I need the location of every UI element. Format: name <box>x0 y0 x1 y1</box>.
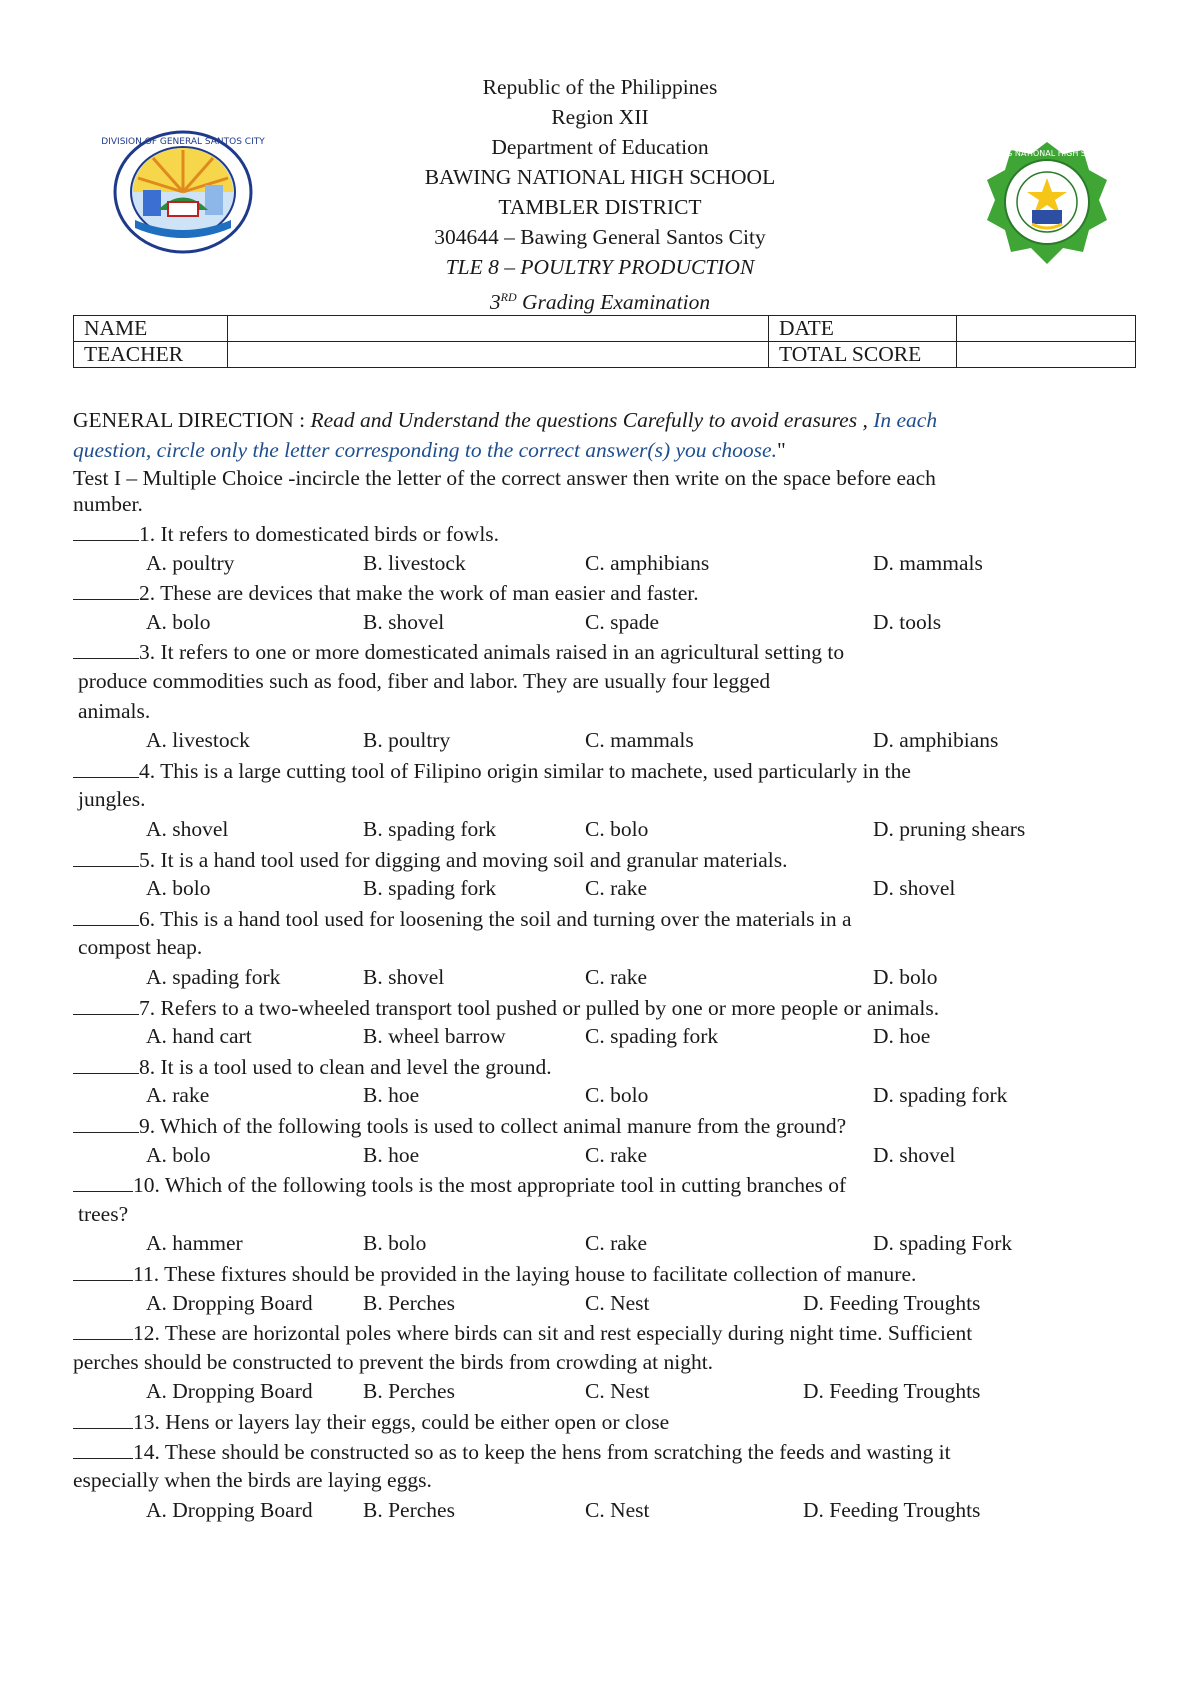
total-score-field[interactable] <box>957 342 1136 368</box>
name-label: NAME <box>74 316 228 342</box>
answer-option[interactable]: D. shovel <box>873 1142 956 1167</box>
exam-grading-number: 3 <box>489 290 501 315</box>
answer-option[interactable]: B. hoe <box>363 1142 420 1167</box>
question-number: 13. <box>133 1410 166 1434</box>
answer-blank[interactable] <box>73 755 139 778</box>
question-number: 2. <box>139 581 161 606</box>
answer-option[interactable]: C. rake <box>585 876 648 901</box>
district-name: TAMBLER DISTRICT <box>498 195 702 219</box>
answer-option[interactable]: C. spading fork <box>585 1024 719 1049</box>
question-text <box>73 1169 846 1200</box>
question-stem: Refers to a two-wheeled transport tool pushed or pulled by one or more people or animals. <box>160 995 940 1020</box>
answer-option[interactable]: A. Dropping Board <box>146 1290 313 1315</box>
svg-text:DIVISION OF GENERAL SANTOS CIT: DIVISION OF GENERAL SANTOS CITY <box>101 137 265 147</box>
answer-blank[interactable] <box>73 1051 139 1074</box>
answer-option[interactable]: C. Nest <box>585 1290 650 1315</box>
answer-option[interactable]: A. Dropping Board <box>146 1379 313 1404</box>
answer-blank[interactable] <box>73 1110 139 1133</box>
teacher-label: TEACHER <box>74 342 228 368</box>
answer-option[interactable]: A. spading fork <box>146 965 281 989</box>
answer-option[interactable]: C. rake <box>585 1231 648 1256</box>
direction-italic-text: Read and Understand the questions Carefully to avoid erasures , <box>310 408 874 432</box>
question-text <box>73 755 911 786</box>
general-direction-line-1 <box>73 405 937 435</box>
question-stem: These are horizontal poles where birds can sit and rest especially during night time. Sufficient <box>164 1321 973 1346</box>
answer-option[interactable]: A. Dropping Board <box>146 1497 313 1522</box>
teacher-field[interactable] <box>228 342 769 368</box>
exam-grading-suffix: RD <box>500 290 517 304</box>
question-text <box>73 577 699 608</box>
question-number: 1. <box>139 522 161 546</box>
answer-option[interactable]: B. wheel barrow <box>363 1024 506 1049</box>
question-number: 9. <box>139 1114 161 1138</box>
question-text <box>73 992 939 1023</box>
answer-blank[interactable] <box>73 903 139 926</box>
direction-blue-text-2: question, circle only the letter corresponding to the correct answer(s) you choose. <box>73 438 777 462</box>
answer-option[interactable]: B. bolo <box>363 1231 427 1256</box>
answer-option[interactable]: B. hoe <box>363 1083 420 1108</box>
test-instruction: Test I – Multiple Choice -incircle the letter of the correct answer then write on the space before each <box>73 466 936 490</box>
answer-option[interactable]: A. poultry <box>146 550 235 575</box>
question-stem: These fixtures should be provided in the laying house to facilitate collection of manure. <box>164 1262 917 1286</box>
test-instruction-cont: number. <box>73 492 143 516</box>
question-stem: These are devices that make the work of man easier and faster. <box>160 581 699 606</box>
answer-option[interactable]: B. Perches <box>363 1290 455 1315</box>
answer-option[interactable]: D. hoe <box>873 1024 931 1049</box>
question-text <box>73 518 499 549</box>
question-stem: It is a hand tool used for digging and moving soil and granular materials. <box>160 847 788 872</box>
answer-option[interactable]: B. shovel <box>363 965 445 989</box>
question-stem: Hens or layers lay their eggs, could be either open or close <box>165 1410 670 1434</box>
question-text-cont: jungles. <box>78 787 146 812</box>
school-name: BAWING NATIONAL HIGH SCHOOL <box>424 165 776 189</box>
answer-blank[interactable] <box>73 518 139 541</box>
question-text <box>73 844 787 875</box>
question-number: 14. <box>133 1439 165 1464</box>
answer-blank[interactable] <box>73 636 139 659</box>
question-number: 7. <box>139 995 161 1020</box>
question-text-cont: especially when the birds are laying eggs. <box>73 1468 432 1493</box>
question-number: 3. <box>139 640 161 665</box>
question-text <box>73 1406 669 1437</box>
answer-option[interactable]: A. bolo <box>146 876 211 901</box>
question-text <box>73 1436 951 1467</box>
answer-blank[interactable] <box>73 1436 133 1459</box>
question-stem: It refers to one or more domesticated animals raised in an agricultural setting to <box>160 640 845 665</box>
question-number: 11. <box>133 1262 165 1286</box>
school-address: 304644 – Bawing General Santos City <box>434 225 766 249</box>
direction-blue-text: In each <box>873 408 938 432</box>
answer-option[interactable]: A. hand cart <box>146 1024 252 1049</box>
question-text-cont: trees? <box>78 1201 129 1226</box>
answer-option[interactable]: C. bolo <box>585 817 649 841</box>
answer-option[interactable]: D. Feeding Troughts <box>803 1379 981 1404</box>
question-text <box>73 1051 552 1082</box>
question-text <box>73 903 852 934</box>
question-text <box>73 1110 846 1141</box>
answer-option[interactable]: D. Feeding Troughts <box>803 1290 981 1315</box>
question-text <box>73 636 844 667</box>
answer-option[interactable]: A. livestock <box>146 728 250 753</box>
answer-option[interactable]: C. bolo <box>585 1083 649 1108</box>
answer-option[interactable]: A. rake <box>146 1083 210 1108</box>
question-stem: These should be constructed so as to keep the hens from scratching the feeds and wasting it <box>164 1439 951 1464</box>
answer-blank[interactable] <box>73 992 139 1015</box>
general-direction-label: GENERAL DIRECTION : <box>73 408 311 432</box>
question-number: 12. <box>133 1321 165 1346</box>
answer-option[interactable]: D. tools <box>873 609 942 634</box>
svg-text:BAWING NATIONAL HIGH SCHOOL: BAWING NATIONAL HIGH SCHOOL <box>979 149 1115 158</box>
question-number: 8. <box>139 1054 161 1079</box>
answer-option[interactable]: C. rake <box>585 965 648 989</box>
header-line: Region XII <box>551 105 649 129</box>
answer-option[interactable]: C. Nest <box>585 1497 650 1522</box>
answer-option[interactable]: D. bolo <box>873 965 938 989</box>
answer-blank[interactable] <box>73 1258 133 1281</box>
answer-option[interactable]: A. shovel <box>146 817 229 841</box>
name-field[interactable] <box>228 316 769 342</box>
answer-blank[interactable] <box>73 577 139 600</box>
answer-option[interactable]: D. spading fork <box>873 1083 1008 1108</box>
answer-option[interactable]: C. spade <box>585 609 660 634</box>
date-field[interactable] <box>957 316 1136 342</box>
answer-option[interactable]: B. Perches <box>363 1497 455 1522</box>
question-number: 6. <box>139 906 161 931</box>
answer-blank[interactable] <box>73 1169 133 1192</box>
question-text-cont: compost heap. <box>78 935 203 960</box>
answer-blank[interactable] <box>73 1317 133 1340</box>
answer-option[interactable]: D. spading Fork <box>873 1231 1013 1256</box>
subject-title: TLE 8 – POULTRY PRODUCTION <box>445 255 755 279</box>
question-text <box>73 1258 916 1289</box>
question-stem: This is a large cutting tool of Filipino origin similar to machete, used particularly in the <box>160 758 911 783</box>
question-number: 5. <box>139 847 161 872</box>
answer-option[interactable]: C. mammals <box>585 728 694 753</box>
answer-option[interactable]: C. Nest <box>585 1379 650 1404</box>
question-stem: This is a hand tool used for loosening the soil and turning over the materials in a <box>160 906 852 931</box>
answer-option[interactable]: B. spading fork <box>363 876 497 901</box>
answer-option[interactable]: D. shovel <box>873 876 956 901</box>
question-number: 4. <box>139 758 161 783</box>
answer-blank[interactable] <box>73 1406 133 1429</box>
exam-title <box>0 282 1200 317</box>
answer-option[interactable]: A. bolo <box>146 1142 211 1167</box>
answer-option[interactable]: A. hammer <box>146 1231 243 1256</box>
answer-option[interactable]: B. Perches <box>363 1379 455 1404</box>
question-number: 10. <box>133 1173 165 1198</box>
header-line: Department of Education <box>491 135 709 159</box>
general-direction-line-2 <box>73 435 786 465</box>
answer-option[interactable]: A. bolo <box>146 609 211 634</box>
date-label: DATE <box>769 316 957 342</box>
answer-blank[interactable] <box>73 844 139 867</box>
answer-option[interactable]: B. poultry <box>363 728 451 753</box>
school-header <box>0 72 1200 317</box>
student-info-table <box>73 315 1136 368</box>
question-text-cont: perches should be constructed to prevent the birds from crowding at night. <box>73 1349 714 1374</box>
header-line: Republic of the Philippines <box>482 75 718 99</box>
question-stem: It is a tool used to clean and level the ground. <box>160 1054 552 1079</box>
question-text-cont: animals. <box>78 698 151 723</box>
question-text <box>73 1317 972 1348</box>
answer-option[interactable]: B. livestock <box>363 550 466 575</box>
question-stem: It refers to domesticated birds or fowls. <box>160 522 500 546</box>
answer-option[interactable]: B. shovel <box>363 609 445 634</box>
answer-option[interactable]: C. amphibians <box>585 550 710 575</box>
answer-option[interactable]: C. rake <box>585 1142 648 1167</box>
answer-option[interactable]: D. amphibians <box>873 728 999 753</box>
total-score-label: TOTAL SCORE <box>769 342 957 368</box>
answer-option[interactable]: D. Feeding Troughts <box>803 1497 981 1522</box>
question-stem: Which of the following tools is used to collect animal manure from the ground? <box>160 1114 847 1138</box>
answer-option[interactable]: B. spading fork <box>363 817 497 841</box>
question-stem: Which of the following tools is the most appropriate tool in cutting branches of <box>164 1173 847 1198</box>
question-text-cont: produce commodities such as food, fiber and labor. They are usually four legged <box>78 669 771 693</box>
answer-option[interactable]: D. mammals <box>873 550 983 575</box>
direction-quote: " <box>776 438 786 462</box>
answer-option[interactable]: D. pruning shears <box>873 817 1026 841</box>
exam-title-text: Grading Examination <box>516 290 711 315</box>
